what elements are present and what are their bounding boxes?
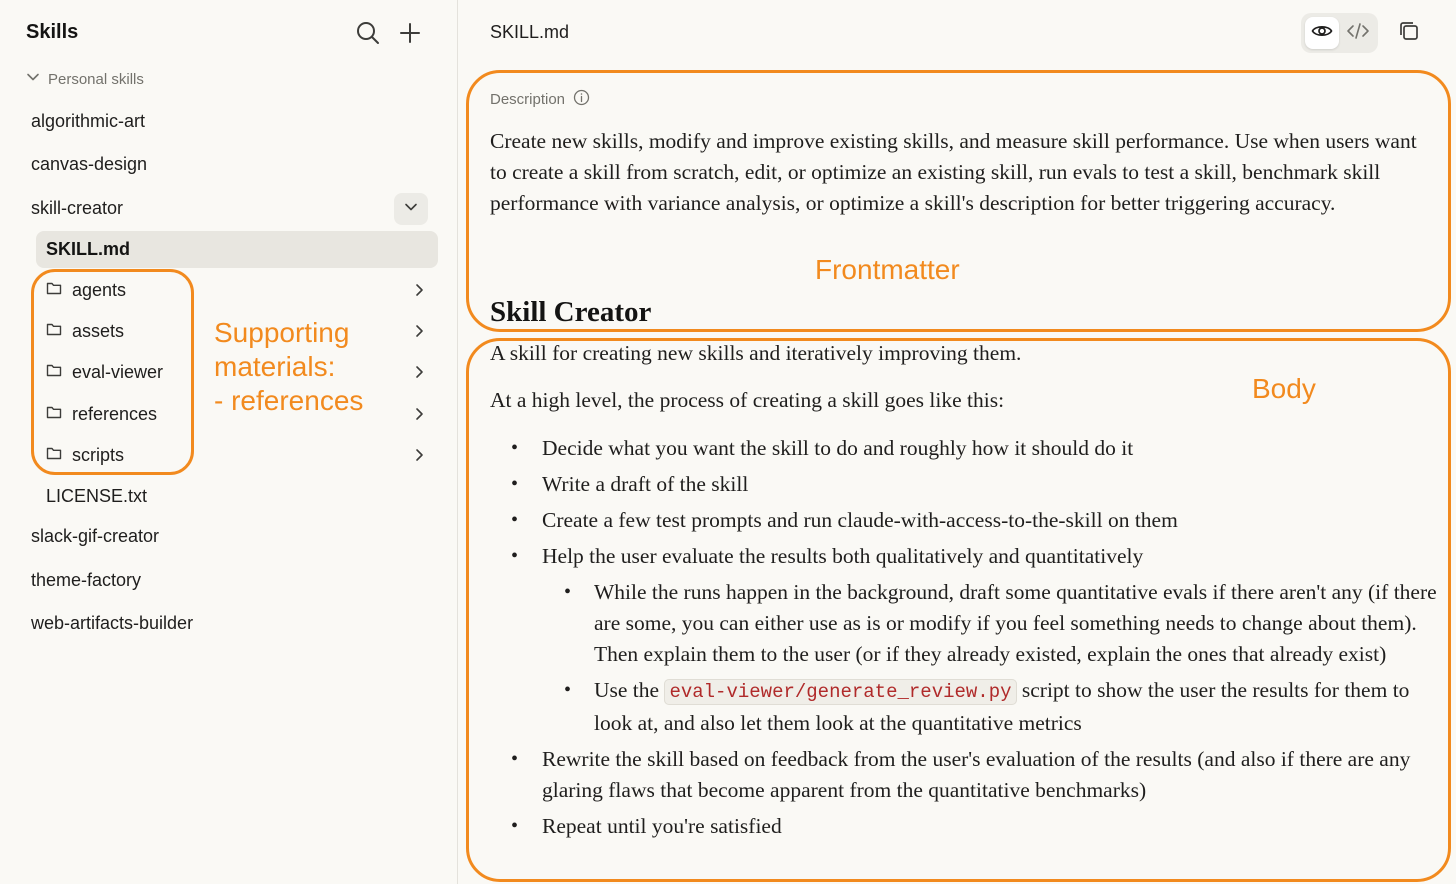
file-item-skill-md[interactable] [36, 231, 438, 268]
nested-list-item [542, 675, 1440, 739]
folder-icon [46, 405, 62, 424]
sub-bullet-post: script to show the user the results for them to look at, and also let them look at the quantitative metrics [594, 678, 1410, 735]
annotation-line: Supporting [214, 317, 350, 348]
nested-list [542, 577, 1440, 739]
code-icon [1346, 22, 1370, 45]
copy-icon [1398, 20, 1420, 47]
process-intro-paragraph: At a high level, the process of creating a skill goes like this: [490, 388, 1005, 412]
sidebar-title: Skills [26, 21, 79, 43]
personal-skills-section[interactable] [26, 70, 144, 88]
nested-list-item: • While the runs happen in the background, draft some quantitative evals if there aren't any (if there are some, you can either use as is or modify if you feel something needs to change about them). Then explain them to the user (or if they already existed, explain the ones that already exist) [542, 577, 1440, 670]
folder-label: assets [72, 320, 125, 341]
chevron-down-icon [26, 70, 40, 88]
page-heading: Skill Creator [490, 296, 652, 328]
sidebar [0, 0, 458, 884]
description-text: Create new skills, modify and improve existing skills, and measure skill performance. Use when users want to create a skill from scratch, edit, or optimize an existing skill, run evals to test a skill, benchmark skill performance with variance analysis, or optimize a skill's description for better triggering accuracy. [490, 129, 1417, 215]
intro-paragraph: A skill for creating new skills and iteratively improving them. [490, 341, 1022, 365]
chevron-right-icon [412, 406, 426, 427]
annotation-line: - references [214, 385, 364, 416]
info-icon[interactable] [573, 89, 590, 110]
process-list [490, 433, 1440, 847]
folder-icon [46, 322, 62, 341]
code-toggle-button[interactable] [1341, 17, 1375, 49]
sidebar-item-skill-creator[interactable]: skill-creator [31, 198, 124, 218]
file-title: SKILL.md [490, 22, 570, 42]
chevron-right-icon [412, 282, 426, 303]
eye-icon [1311, 22, 1333, 45]
search-icon[interactable] [355, 20, 381, 46]
supporting-materials-annotation [214, 316, 363, 418]
file-item-license[interactable]: LICENSE.txt [46, 486, 148, 506]
list-item: • Rewrite the skill based on feedback from the user's evaluation of the results (and also if there are any glaring flaws that become apparent from the quantitative benchmarks) [490, 744, 1440, 806]
sidebar-item-theme-factory[interactable]: theme-factory [31, 570, 142, 590]
preview-toggle-button[interactable] [1305, 17, 1339, 49]
list-item: • Repeat until you're satisfied [490, 811, 1440, 842]
file-label: SKILL.md [46, 239, 130, 259]
chevron-down-icon [403, 199, 419, 220]
folder-label: eval-viewer [72, 361, 164, 382]
folder-item-scripts[interactable] [46, 438, 438, 472]
view-toggle [1301, 13, 1378, 53]
folder-icon [46, 363, 62, 382]
list-item: • Write a draft of the skill [490, 469, 1440, 500]
chevron-right-icon [412, 364, 426, 385]
sidebar-item-slack-gif-creator[interactable]: slack-gif-creator [31, 526, 160, 546]
folder-item-agents[interactable] [46, 273, 438, 307]
collapse-skill-button[interactable] [394, 193, 428, 225]
main-panel [459, 0, 1456, 884]
frontmatter-annotation: Frontmatter [815, 254, 960, 285]
list-item-text: Help the user evaluate the results both qualitatively and quantitatively [542, 544, 1144, 568]
chevron-right-icon [412, 447, 426, 468]
plus-icon[interactable] [397, 20, 423, 46]
inline-code: eval-viewer/generate_review.py [664, 679, 1016, 705]
folder-icon [46, 446, 62, 465]
copy-button[interactable] [1396, 20, 1422, 46]
section-label: Personal skills [48, 70, 144, 88]
folder-label: references [72, 403, 158, 424]
sidebar-item-canvas-design[interactable]: canvas-design [31, 154, 148, 174]
list-item: • Create a few test prompts and run claude-with-access-to-the-skill on them [490, 505, 1440, 536]
annotation-line: materials: [214, 351, 336, 382]
body-annotation: Body [1252, 373, 1316, 404]
folder-label: agents [72, 279, 127, 300]
list-item: • Decide what you want the skill to do and roughly how it should do it [490, 433, 1440, 464]
description-label-row [490, 89, 590, 110]
chevron-right-icon [412, 323, 426, 344]
sub-bullet-pre: Use the [594, 678, 660, 702]
list-item [490, 541, 1440, 739]
description-label: Description [490, 91, 566, 108]
folder-icon [46, 281, 62, 300]
sidebar-item-web-artifacts-builder[interactable]: web-artifacts-builder [31, 613, 194, 633]
folder-label: scripts [72, 444, 125, 465]
sidebar-item-algorithmic-art[interactable]: algorithmic-art [31, 111, 146, 131]
